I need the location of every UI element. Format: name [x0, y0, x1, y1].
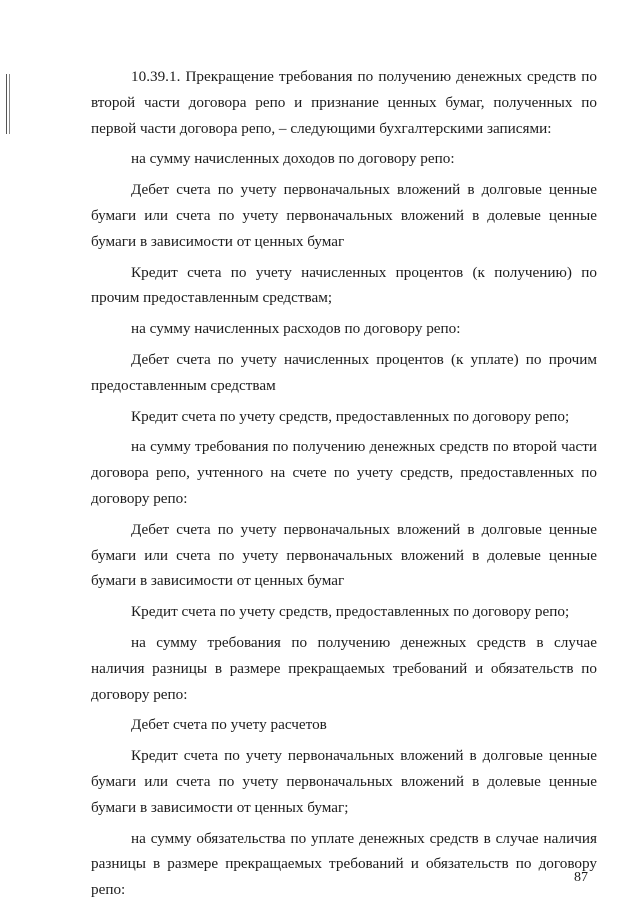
- margin-mark: [6, 74, 10, 134]
- paragraph: Кредит счета по учету средств, предоставленных по договору репо;: [131, 407, 570, 425]
- paragraph: Кредит счета по учету средств, предоставленных по договору репо;: [131, 603, 570, 621]
- paragraph: на сумму обязательства по уплате денежных средств в случае наличия разницы в размере прекращаемых требований и обязательств по договору репо:: [91, 829, 597, 899]
- paragraph: на сумму требования по получению денежных средств по второй части договора репо, учтенного на счете по учету средств, предоставленных по договору репо:: [91, 438, 597, 507]
- paragraph: на сумму требования по получению денежных средств в случае наличия разницы в размере прекращаемых требований и обязательств по договору репо:: [91, 633, 597, 703]
- paragraph: Дебет счета по учету первоначальных вложений в долговые ценные бумаги или счета по учету первоначальных вложений в долевые ценные бумаги в зависимости от ценных бумаг: [91, 520, 597, 590]
- body-text: [91, 64, 597, 903]
- page-number: 87: [574, 870, 588, 885]
- paragraph: 10.39.1. Прекращение требования по получению денежных средств по второй части договора репо и признание ценных бумаг, полученных по первой части договора репо, – следующими бухгалтерскими записями:: [91, 68, 597, 137]
- paragraph: Кредит счета по учету начисленных процентов (к получению) по прочим предоставленным средствам;: [91, 263, 597, 307]
- paragraph: Дебет счета по учету первоначальных вложений в долговые ценные бумаги или счета по учету первоначальных вложений в долевые ценные бумаги в зависимости от ценных бумаг: [91, 181, 597, 250]
- paragraph: Дебет счета по учету расчетов: [131, 716, 327, 734]
- paragraph: Дебет счета по учету начисленных процентов (к уплате) по прочим предоставленным средствам: [91, 350, 597, 394]
- paragraph: на сумму начисленных расходов по договору репо:: [131, 320, 461, 338]
- paragraph: Кредит счета по учету первоначальных вложений в долговые ценные бумаги или счета по учету первоначальных вложений в долевые ценные бумаги в зависимости от ценных бумаг;: [91, 747, 597, 816]
- paragraph: на сумму начисленных доходов по договору репо:: [131, 150, 455, 168]
